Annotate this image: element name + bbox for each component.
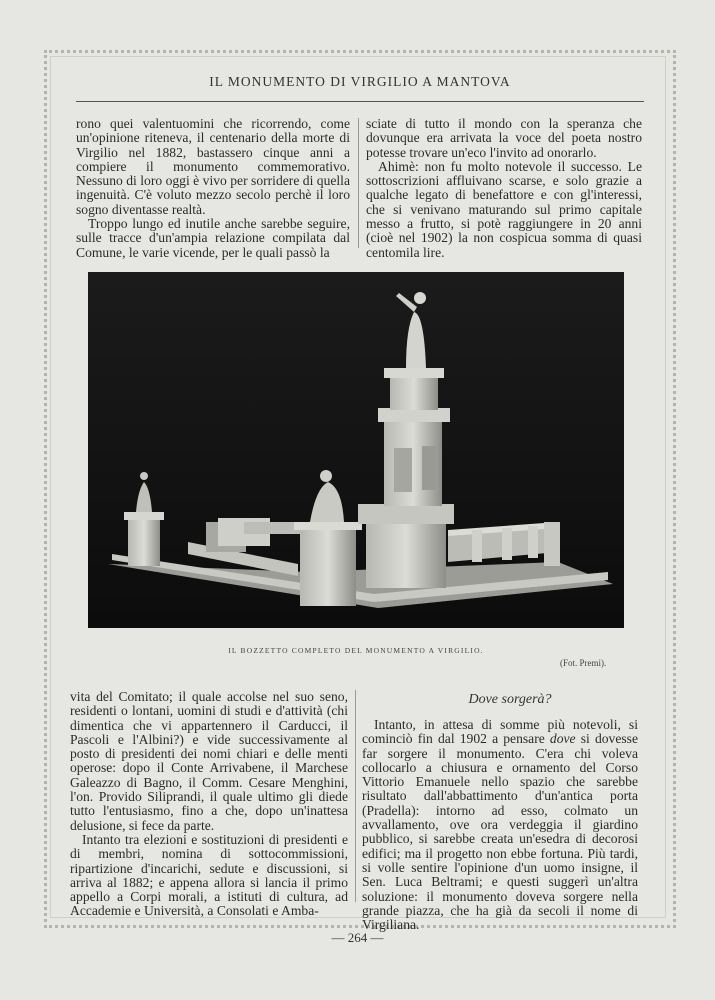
paragraph (362, 718, 638, 932)
column-divider (355, 690, 356, 902)
paragraph: vita del Comitato; il quale accolse nel suo seno, residenti o lontani, uomini di studi e d'attività (chi dimentica che vi appartennero il Carducci, il Pascoli e l'Albini?) e vide successivamente al posto di presidenti dei nomi chiari e delle menti operose: dopo il Conte Arrivabene, il Marchese Galeazzo di Bagno, il Comm. Cesare Menghini, l'on. Provido Siliprandi, il quale ultimo gli diede tutto l'entusiasmo, fino a che, dopo un'inattesa delusione, si fece da parte. (70, 689, 348, 833)
paragraph-text: Intanto, in attesa di somme più notevoli, si cominciò fin dal 1902 a pensare (362, 717, 638, 747)
paragraph: rono quei valentuomini che ricorrendo, come un'opinione riteneva, il centenario della morte di Virgilio nel 1882, bastassero cinque anni a compiere il monumento commemorativo. Nessuno di loro oggi è vivo per sorridere di quella ingenuità. C'è voluto mezzo secolo perchè il loro sogno diventasse realtà. (76, 116, 350, 217)
monument-photograph (88, 272, 624, 628)
figure-caption: IL BOZZETTO COMPLETO DEL MONUMENTO A VIRGILIO. (228, 646, 484, 655)
monument-model-illustration (88, 272, 624, 628)
running-head: IL MONUMENTO DI VIRGILIO A MANTOVA (209, 74, 511, 89)
bottom-right-column (362, 718, 638, 932)
photo-credit: (Fot. Premi). (560, 658, 607, 668)
bottom-left-column (70, 690, 348, 919)
paragraph: Intanto tra elezioni e sostituzioni di presidenti e di membri, nomina di sottocommissioni, ripartizione d'incarichi, sedute e discussioni, si arriva al 1882; e appena allora si lancia il primo appello a Corpi morali, a istituti di cultura, ad Accademie e Università, a Consolati e Amba- (70, 831, 348, 919)
header-rule (76, 101, 644, 102)
emphasis-text: dove (549, 731, 576, 747)
paragraph: sciate di tutto il mondo con la speranza che dovunque era arrivata la voce del poeta nostro potesse trovare un'eco l'invito ad onorarlo. (366, 116, 642, 160)
page-number: — 264 — (331, 930, 384, 945)
paragraph-text: si dovesse far sorgere il monumento. C'era chi voleva collocarlo a chiusura e ornamento del Corso Vittorio Emanuele nello spazio che sarebbe risultato dall'abbattimento d'un'antica porta (Pradella): intorno ad esso, colmato un avvallamento, ove ora verdeggia il giardino pubblico, si sarebbe creata un'esedra di decorosi edifici; ma il progetto non ebbe fortuna. Più tardi, si volle sentire l'opinione d'un uomo insigne, il Sen. Luca Beltrami; e questi suggerì un'altra soluzione: il monumento doveva sorgere nella grande piazza, che ha già da secoli il nome di Virgiliana. (362, 731, 638, 933)
paragraph: Troppo lungo ed inutile anche sarebbe seguire, sulle tracce d'un'ampia relazione compilata dal Comune, le varie vicende, per le quali passò la (76, 216, 350, 260)
top-right-column (366, 117, 642, 260)
column-divider (358, 118, 359, 248)
paragraph: Ahimè: non fu molto notevole il successo. Le sottoscrizioni affluivano scarse, e solo grazie a qualche legato di benefattore e con gl'interessi, che si venivano maturando sul primo capitale messo a frutto, si potè raggiungere in 20 anni (cioè nel 1902) la non cospicua somma di quasi centomila lire. (366, 158, 642, 260)
top-left-column (76, 117, 350, 260)
section-heading: Dove sorgerà? (468, 692, 552, 707)
